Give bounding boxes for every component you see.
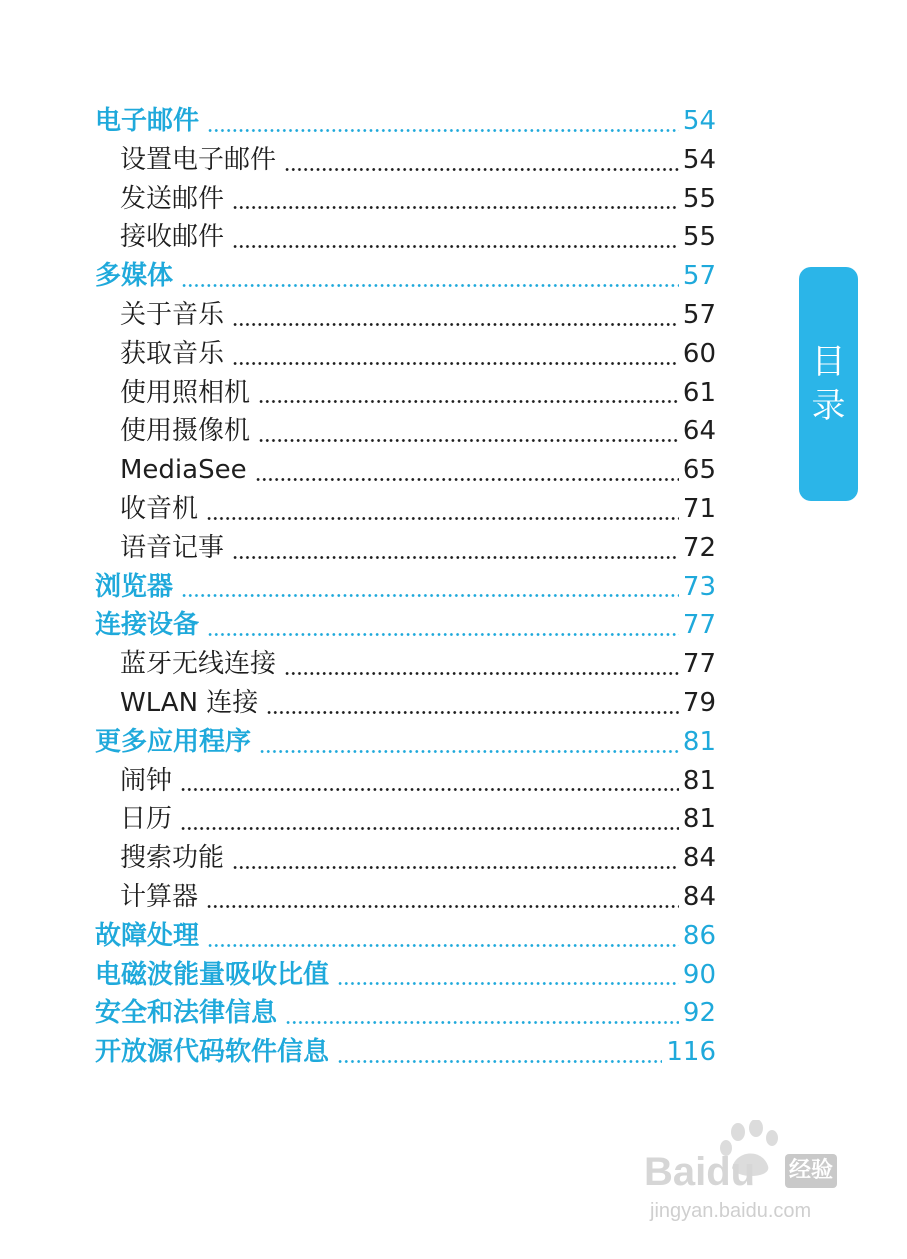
- toc-leader-dots: [180, 827, 679, 830]
- toc-section-entry: [0, 684, 907, 723]
- toc-entry-title: 使用照相机: [120, 377, 251, 408]
- toc-chapter-entry: [0, 1033, 907, 1072]
- toc-leader-dots: [284, 672, 679, 675]
- toc-page-number: 92: [682, 998, 716, 1029]
- side-tab-char-1: 目: [811, 342, 846, 382]
- toc-section-entry: [0, 374, 907, 413]
- toc-entry-title: 设置电子邮件: [120, 144, 277, 175]
- toc-page-number: 116: [666, 1037, 716, 1068]
- toc-leader-dots: [255, 478, 679, 481]
- toc-entry-title: 接收邮件: [120, 222, 225, 253]
- toc-leader-dots: [259, 750, 679, 753]
- toc-leader-dots: [284, 168, 679, 171]
- toc-section-entry: [0, 800, 907, 839]
- toc-leader-dots: [207, 633, 679, 636]
- toc-page-number: 86: [682, 920, 716, 951]
- toc-entry-title: 搜索功能: [120, 843, 225, 874]
- toc-section-entry: [0, 335, 907, 374]
- toc-entry-title: 蓝牙无线连接: [120, 649, 277, 680]
- toc-chapter-entry: [0, 994, 907, 1033]
- toc-entry-title: WLAN 连接: [120, 687, 259, 718]
- toc-section-entry: [0, 762, 907, 801]
- toc-entry-title: 电磁波能量吸收比值: [95, 959, 330, 990]
- toc-chapter-entry: [0, 723, 907, 762]
- toc-chapter-entry: [0, 102, 907, 141]
- toc-entry-title: 日历: [120, 804, 173, 835]
- toc-section-entry: [0, 529, 907, 568]
- toc-chapter-entry: [0, 956, 907, 995]
- toc-section-entry: [0, 878, 907, 917]
- toc-page-number: 55: [682, 222, 716, 253]
- toc-leader-dots: [207, 944, 679, 947]
- toc-entry-title: 闹钟: [120, 765, 173, 796]
- toc-leader-dots: [180, 788, 679, 791]
- toc-leader-dots: [206, 905, 679, 908]
- toc-section-entry: [0, 141, 907, 180]
- toc-page-number: 77: [682, 649, 716, 680]
- toc-entry-title: 计算器: [120, 881, 199, 912]
- toc-entry-title: 多媒体: [95, 261, 174, 292]
- toc-leader-dots: [266, 711, 679, 714]
- toc-page-number: 54: [682, 144, 716, 175]
- toc-page-number: 55: [682, 183, 716, 214]
- toc-entry-title: 关于音乐: [120, 299, 225, 330]
- toc-leader-dots: [232, 245, 679, 248]
- toc-entry-title: 使用摄像机: [120, 416, 251, 447]
- toc-leader-dots: [337, 1060, 662, 1063]
- toc-chapter-entry: [0, 568, 907, 607]
- toc-section-entry: [0, 412, 907, 451]
- toc-page-number: 71: [682, 493, 716, 524]
- toc-section-entry: [0, 180, 907, 219]
- toc-page-number: 57: [682, 261, 716, 292]
- toc-page-number: 60: [682, 338, 716, 369]
- toc-entry-title: MediaSee: [120, 455, 247, 486]
- table-of-contents: [0, 102, 907, 1072]
- toc-entry-title: 安全和法律信息: [95, 998, 278, 1029]
- toc-entry-title: 浏览器: [95, 571, 174, 602]
- toc-page-number: 73: [682, 571, 716, 602]
- toc-leader-dots: [258, 400, 679, 403]
- toc-chapter-entry: [0, 606, 907, 645]
- toc-entry-title: 获取音乐: [120, 338, 225, 369]
- toc-section-entry: [0, 839, 907, 878]
- toc-page-number: 65: [682, 455, 716, 486]
- toc-chapter-entry: [0, 917, 907, 956]
- toc-leader-dots: [232, 362, 679, 365]
- toc-entry-title: 电子邮件: [95, 106, 200, 136]
- toc-entry-title: 语音记事: [120, 532, 225, 563]
- toc-page-number: 81: [682, 765, 716, 796]
- toc-page-number: 84: [682, 881, 716, 912]
- baidu-watermark: [630, 1120, 870, 1230]
- toc-page-number: 90: [682, 959, 716, 990]
- toc-leader-dots: [337, 982, 679, 985]
- toc-section-entry: [0, 451, 907, 490]
- contents-side-tab: [799, 267, 858, 501]
- toc-page-number: 81: [682, 804, 716, 835]
- toc-entry-title: 更多应用程序: [95, 726, 252, 757]
- toc-page-number: 84: [682, 843, 716, 874]
- toc-page-number: 61: [682, 377, 716, 408]
- toc-page-number: 64: [682, 416, 716, 447]
- toc-leader-dots: [181, 284, 679, 287]
- toc-leader-dots: [258, 439, 679, 442]
- toc-section-entry: [0, 218, 907, 257]
- toc-leader-dots: [232, 866, 679, 869]
- toc-page-number: 72: [682, 532, 716, 563]
- toc-section-entry: [0, 296, 907, 335]
- toc-page-number: 54: [682, 106, 716, 136]
- toc-page-number: 81: [682, 726, 716, 757]
- toc-entry-title: 连接设备: [95, 610, 200, 641]
- toc-leader-dots: [232, 556, 679, 559]
- watermark-url: jingyan.baidu.com: [650, 1200, 812, 1222]
- toc-entry-title: 收音机: [120, 493, 199, 524]
- toc-page-number: 79: [682, 687, 716, 718]
- toc-leader-dots: [285, 1021, 679, 1024]
- toc-leader-dots: [207, 129, 679, 132]
- toc-page-number: 77: [682, 610, 716, 641]
- side-tab-char-2: 录: [811, 386, 846, 426]
- toc-leader-dots: [232, 323, 679, 326]
- toc-section-entry: [0, 645, 907, 684]
- toc-leader-dots: [232, 206, 679, 209]
- toc-entry-title: 故障处理: [95, 920, 200, 951]
- jingyan-badge: 经验: [785, 1154, 837, 1188]
- toc-leader-dots: [181, 594, 679, 597]
- baidu-logo: Baidu: [644, 1150, 756, 1194]
- toc-page-number: 57: [682, 299, 716, 330]
- toc-entry-title: 开放源代码软件信息: [95, 1037, 330, 1068]
- toc-leader-dots: [206, 517, 679, 520]
- toc-section-entry: [0, 490, 907, 529]
- toc-entry-title: 发送邮件: [120, 183, 225, 214]
- toc-chapter-entry: [0, 257, 907, 296]
